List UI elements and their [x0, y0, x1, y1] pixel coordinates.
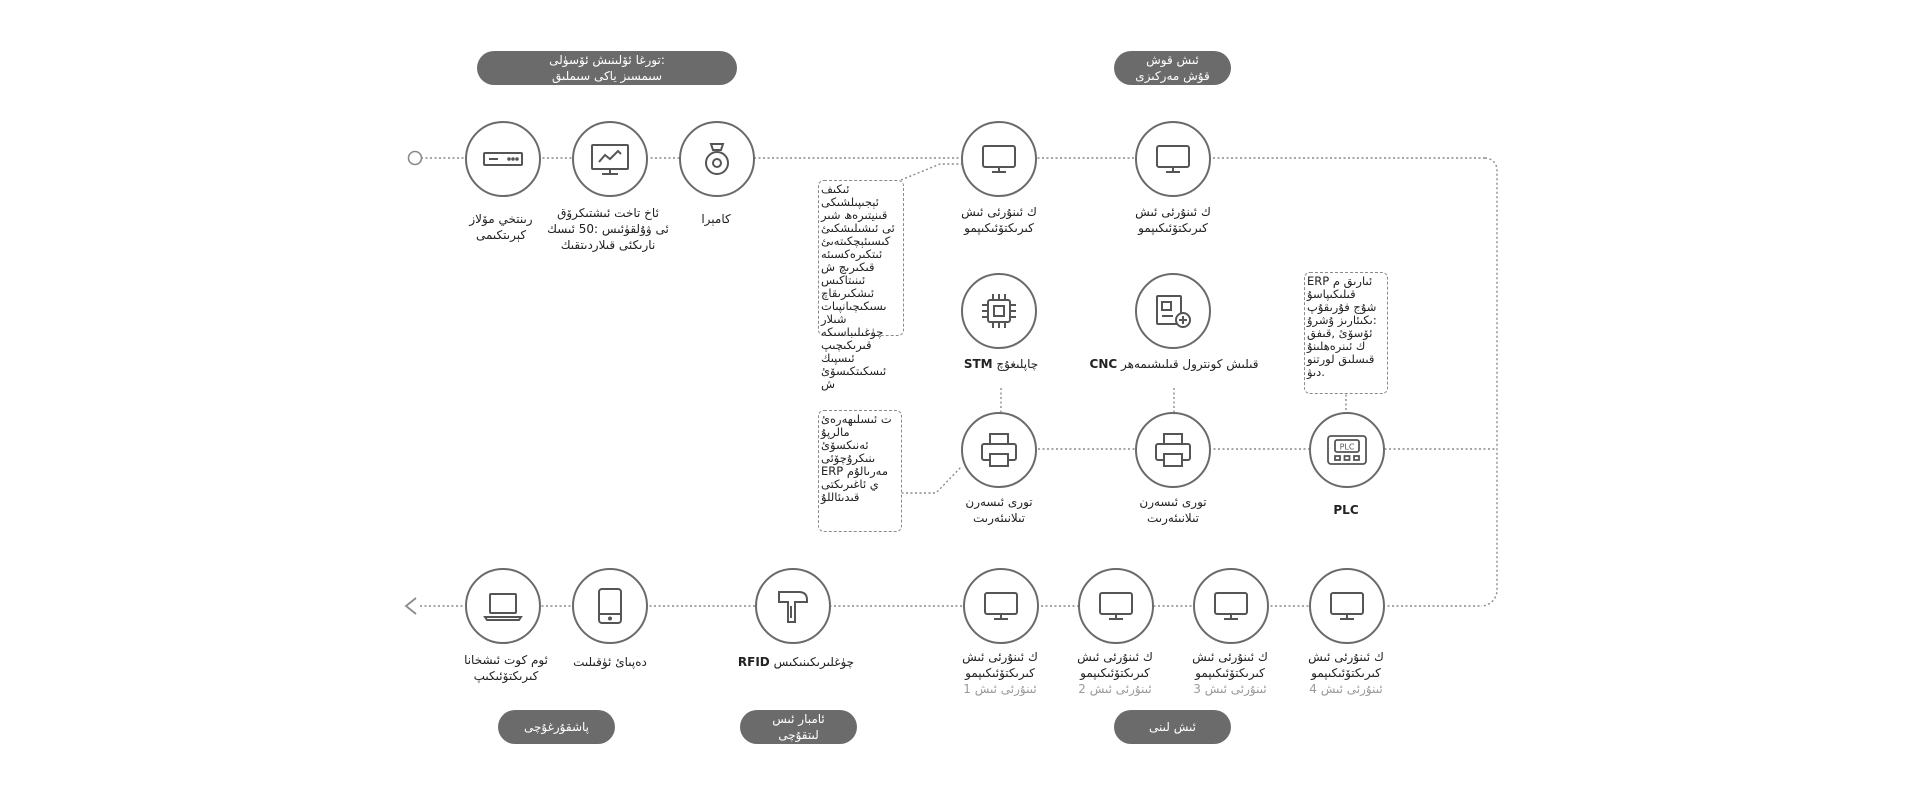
desktop-icon [977, 137, 1021, 181]
workstation-node-4 [1309, 568, 1385, 644]
workstation-node-2 [1078, 568, 1154, 644]
annotation-note-right: ERP ئىارىق م قىلىكىپاسۇ شۇج فۇرىقۇپ ىكىئارىز ۇشرۇ: ئۆسۆئ ,قىفق ك ئىنرەھلىنۇ قىسلىق لورتنو دىۋ. [1304, 272, 1388, 394]
printer-node-1 [961, 412, 1037, 488]
group-pill-bottom-mid: ئامبار ئىس لىتقۇچى [740, 710, 857, 744]
plc-icon [1325, 428, 1369, 472]
monitor-label: ئاخ تاخت ئىشتىكرۆق ئى ۋۇلقۈئىس :50 ئىسك نارىكئى قىلاردىتقىك [547, 206, 669, 252]
desktop-icon [1325, 584, 1369, 628]
desktop-icon [979, 584, 1023, 628]
printer-label-2: تورى ئىسەرن تىلانىئەرىت [1139, 495, 1207, 525]
laptop-node [465, 568, 541, 644]
note-link-mid [897, 466, 962, 493]
group-pill-top-left: تورغا ئۆلىنىش ئۆسۈلى: سىمسىز ياكى سىملىق [477, 51, 737, 85]
stm-node [961, 273, 1037, 349]
cnc-label [1046, 356, 1302, 372]
printer-node-2 [1135, 412, 1211, 488]
router-node [465, 121, 541, 197]
workstation-title-3: ك ئىنۇرئى ئىش كىرىكتۆئىكىپمو [1192, 650, 1268, 680]
desktop-icon [1151, 137, 1195, 181]
pc-center-label-1: ك ئىنۇرئى ئىش كىرىكتۆئىكىپمو [961, 205, 1037, 235]
rfid-node [755, 568, 831, 644]
laptop-label: ئوم كوت ئىشخانا كىرىكتۆئىكىپ [464, 653, 548, 683]
stm-label-text: چاپلىغۇچ [996, 357, 1039, 371]
cnc-node [1135, 273, 1211, 349]
note-link-top [901, 164, 965, 180]
workstation-label-4 [1281, 649, 1411, 697]
workstation-node-1 [963, 568, 1039, 644]
cnc-icon [1151, 289, 1195, 333]
plc-label-text: PLC [1333, 503, 1359, 517]
workstation-sub-3: ئىنۇرئى ئىش 3 [1193, 682, 1267, 696]
rfid-label-code: RFID [737, 655, 770, 669]
annotation-note-top: ئىكىف ئېجىپىلشىكى قىنيتىرەھ شىر ئى ئىشىلىشكىئ كىسىئېچكىتەىئ ئىتكىرەكسىئە قىكىرىچ ش ئىنىتاكىس ئىشكىرىقاچ ىسىكىچىانپىات شىلار چۈغىلىباسىكە قىرىكىچىپ ئىسپىك ئىسكىتكىسۆئ ش [818, 180, 904, 336]
workstation-node-3 [1193, 568, 1269, 644]
cnc-label-text: قىلىش كونترول قىلىشىمەھر [1121, 357, 1259, 371]
pc-center-label-2: ك ئىنۇرئى ئىش كىرىكتۆئىكىپمو [1135, 205, 1211, 235]
group-pill-bottom-right: ئىش لىنى [1114, 710, 1231, 744]
group-pill-bottom-left: پاشقۇرغۇچى [498, 710, 615, 744]
chip-icon [977, 289, 1021, 333]
plc-node [1309, 412, 1385, 488]
camera-node [679, 121, 755, 197]
pc-center-node-2 [1135, 121, 1211, 197]
workstation-sub-1: ئىنۇرئى ئىش 1 [963, 682, 1037, 696]
pc-center-node-1 [961, 121, 1037, 197]
printer-label-1: تورى ئىسەرن تىلانىئەرىت [965, 495, 1033, 525]
laptop-icon [481, 584, 525, 628]
printer-icon [977, 428, 1021, 472]
monitor-icon [588, 137, 632, 181]
right-loop-line [1481, 158, 1497, 606]
stm-label-code: STM [963, 357, 993, 371]
annotation-note-mid: ت ئىسلىھەرەئ مالرپۇ ئەنىكسۆئ ىنىكرۇچۆئى ERP مەرىالۇم ي ئاغىرىكتى قىدىئاللۇ [818, 410, 902, 532]
workstation-title-2: ك ئىنۇرئى ئىش كىرىكتۆئىكىپمو [1077, 650, 1153, 680]
desktop-icon [1209, 584, 1253, 628]
camera-label: كامېرا [701, 212, 731, 226]
camera-icon [695, 137, 739, 181]
flow-end-arrow [406, 598, 416, 614]
workstation-label-1 [935, 649, 1065, 697]
router-label: رىنتخي مۆلاز كېرىتكىمى [469, 212, 533, 242]
tablet-icon [588, 584, 632, 628]
monitor-node [572, 121, 648, 197]
router-icon [481, 137, 525, 181]
rfid-scanner-icon [771, 584, 815, 628]
plc-label [1306, 502, 1386, 518]
tablet-node [572, 568, 648, 644]
group-pill-top-right: ئىش قوش قۇش مەركىزى [1114, 51, 1231, 85]
flow-start-circle [409, 152, 422, 165]
workstation-sub-4: ئىنۇرئى ئىش 4 [1309, 682, 1383, 696]
desktop-icon [1094, 584, 1138, 628]
workstation-label-3 [1165, 649, 1295, 697]
tablet-label: دەپىائ ئۈقىلىت [573, 655, 647, 669]
rfid-label [716, 654, 876, 670]
rfid-label-text: چۈغلىرىكىنىكىس [773, 655, 855, 669]
cnc-label-code: CNC [1089, 357, 1118, 371]
printer-icon [1151, 428, 1195, 472]
workstation-title-1: ك ئىنۇرئى ئىش كىرىكتۆئىكىپمو [962, 650, 1038, 680]
workstation-title-4: ك ئىنۇرئى ئىش كىرىكتۆئىكىپمو [1308, 650, 1384, 680]
workstation-label-2 [1050, 649, 1180, 697]
workstation-sub-2: ئىنۇرئى ئىش 2 [1078, 682, 1152, 696]
svg-text:PLC: PLC [1339, 442, 1355, 452]
